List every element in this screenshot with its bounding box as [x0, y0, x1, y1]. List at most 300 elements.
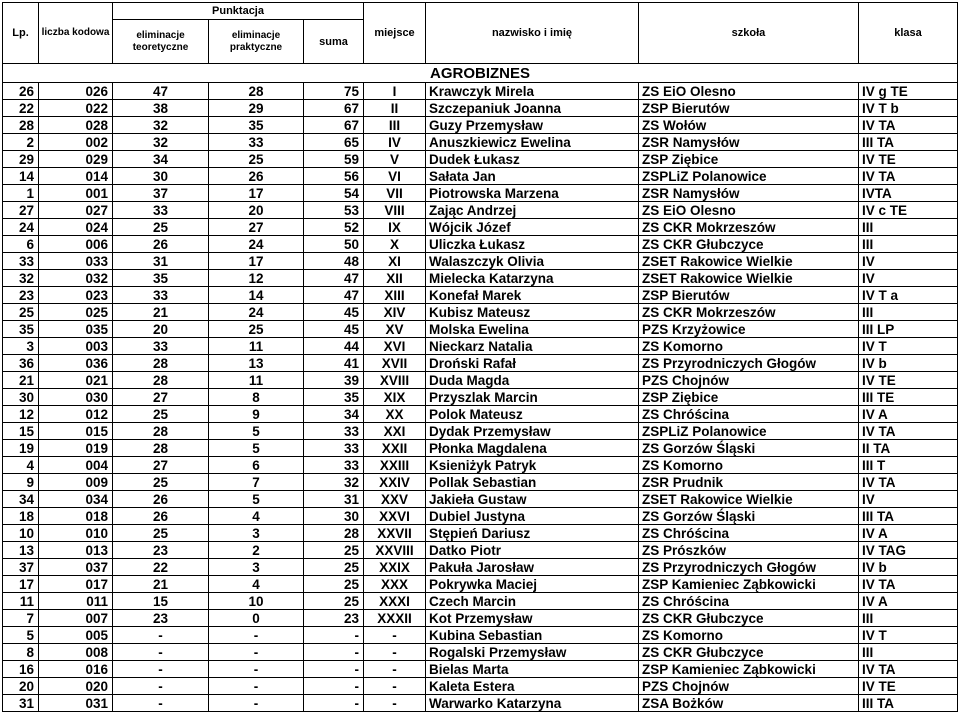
cell-sum: 47: [304, 270, 364, 287]
table-row: [3, 661, 958, 678]
cell-code: 004: [39, 457, 113, 474]
col-header-sum: suma: [304, 20, 364, 64]
cell-name: Anuszkiewicz Ewelina: [426, 134, 639, 151]
cell-practice: 5: [209, 491, 304, 508]
cell-code: 037: [39, 559, 113, 576]
cell-name: Krawczyk Mirela: [426, 83, 639, 100]
cell-lp: 15: [3, 423, 39, 440]
cell-class: IV TE: [859, 678, 958, 695]
table-row: [3, 423, 958, 440]
cell-name: Kaleta Estera: [426, 678, 639, 695]
cell-theory: 15: [113, 593, 209, 610]
cell-place: XXIII: [364, 457, 426, 474]
cell-place: XXVII: [364, 525, 426, 542]
cell-class: III T: [859, 457, 958, 474]
table-row: [3, 576, 958, 593]
cell-place: IV: [364, 134, 426, 151]
cell-class: IV TA: [859, 168, 958, 185]
cell-practice: 24: [209, 236, 304, 253]
table-row: [3, 270, 958, 287]
cell-sum: 44: [304, 338, 364, 355]
cell-name: Stępień Dariusz: [426, 525, 639, 542]
cell-lp: 10: [3, 525, 39, 542]
cell-class: IV A: [859, 406, 958, 423]
cell-lp: 19: [3, 440, 39, 457]
cell-lp: 36: [3, 355, 39, 372]
cell-practice: 24: [209, 304, 304, 321]
cell-school: ZS CKR Głubczyce: [639, 236, 859, 253]
cell-name: Walaszczyk Olivia: [426, 253, 639, 270]
cell-lp: 28: [3, 117, 39, 134]
cell-theory: 26: [113, 236, 209, 253]
cell-practice: 2: [209, 542, 304, 559]
cell-name: Piotrowska Marzena: [426, 185, 639, 202]
cell-school: ZS EiO Olesno: [639, 83, 859, 100]
cell-theory: 28: [113, 423, 209, 440]
table-row: [3, 627, 958, 644]
cell-school: ZSR Namysłów: [639, 134, 859, 151]
table-row: [3, 83, 958, 100]
cell-theory: 25: [113, 474, 209, 491]
cell-school: ZS Chróścina: [639, 406, 859, 423]
cell-class: IV TA: [859, 474, 958, 491]
table-row: [3, 168, 958, 185]
cell-code: 005: [39, 627, 113, 644]
cell-sum: 59: [304, 151, 364, 168]
cell-school: ZS CKR Mokrzeszów: [639, 304, 859, 321]
cell-name: Płonka Magdalena: [426, 440, 639, 457]
cell-practice: 10: [209, 593, 304, 610]
col-header-practice: eliminacje praktyczne: [209, 20, 304, 64]
cell-place: -: [364, 661, 426, 678]
cell-theory: 32: [113, 134, 209, 151]
cell-school: ZSP Kamieniec Ząbkowicki: [639, 576, 859, 593]
table-row: [3, 610, 958, 627]
cell-lp: 6: [3, 236, 39, 253]
cell-school: ZS CKR Głubczyce: [639, 644, 859, 661]
cell-school: ZSP Bierutów: [639, 100, 859, 117]
cell-lp: 29: [3, 151, 39, 168]
cell-name: Dudek Łukasz: [426, 151, 639, 168]
cell-practice: 28: [209, 83, 304, 100]
cell-practice: 20: [209, 202, 304, 219]
col-header-points-group: Punktacja: [113, 3, 364, 20]
cell-class: III: [859, 236, 958, 253]
cell-sum: 45: [304, 304, 364, 321]
cell-class: IV: [859, 491, 958, 508]
cell-school: PZS Chojnów: [639, 372, 859, 389]
table-row: [3, 406, 958, 423]
cell-name: Mielecka Katarzyna: [426, 270, 639, 287]
cell-class: IV TE: [859, 151, 958, 168]
cell-theory: 35: [113, 270, 209, 287]
table-row: [3, 321, 958, 338]
cell-lp: 11: [3, 593, 39, 610]
cell-code: 013: [39, 542, 113, 559]
cell-lp: 20: [3, 678, 39, 695]
table-header: [3, 3, 958, 64]
cell-class: III TA: [859, 134, 958, 151]
cell-theory: 27: [113, 457, 209, 474]
cell-theory: 34: [113, 151, 209, 168]
cell-lp: 32: [3, 270, 39, 287]
table-row: [3, 593, 958, 610]
cell-sum: 67: [304, 117, 364, 134]
cell-theory: -: [113, 661, 209, 678]
cell-lp: 17: [3, 576, 39, 593]
cell-code: 001: [39, 185, 113, 202]
cell-name: Szczepaniuk Joanna: [426, 100, 639, 117]
cell-lp: 34: [3, 491, 39, 508]
cell-sum: 53: [304, 202, 364, 219]
cell-school: PZS Chojnów: [639, 678, 859, 695]
col-header-class: klasa: [859, 3, 958, 64]
cell-lp: 9: [3, 474, 39, 491]
cell-practice: 5: [209, 423, 304, 440]
cell-place: XII: [364, 270, 426, 287]
cell-lp: 13: [3, 542, 39, 559]
cell-sum: 39: [304, 372, 364, 389]
cell-name: Bielas Marta: [426, 661, 639, 678]
col-header-name: nazwisko i imię: [426, 3, 639, 64]
col-header-code: liczba kodowa: [39, 3, 113, 64]
cell-code: 018: [39, 508, 113, 525]
cell-school: ZS Chróścina: [639, 525, 859, 542]
cell-theory: 28: [113, 355, 209, 372]
cell-school: ZSR Prudnik: [639, 474, 859, 491]
cell-class: III: [859, 304, 958, 321]
cell-theory: 21: [113, 304, 209, 321]
cell-sum: 23: [304, 610, 364, 627]
cell-sum: 31: [304, 491, 364, 508]
col-header-school: szkoła: [639, 3, 859, 64]
cell-school: ZS Gorzów Śląski: [639, 508, 859, 525]
cell-place: XXVI: [364, 508, 426, 525]
cell-lp: 1: [3, 185, 39, 202]
cell-place: -: [364, 627, 426, 644]
cell-lp: 33: [3, 253, 39, 270]
cell-class: III: [859, 219, 958, 236]
cell-place: XVIII: [364, 372, 426, 389]
cell-place: XV: [364, 321, 426, 338]
cell-class: IV b: [859, 559, 958, 576]
cell-lp: 22: [3, 100, 39, 117]
table-row: [3, 508, 958, 525]
cell-code: 030: [39, 389, 113, 406]
cell-school: ZS Komorno: [639, 457, 859, 474]
cell-place: XXIV: [364, 474, 426, 491]
cell-sum: -: [304, 661, 364, 678]
cell-place: XXVIII: [364, 542, 426, 559]
cell-school: ZSET Rakowice Wielkie: [639, 253, 859, 270]
cell-class: IV T a: [859, 287, 958, 304]
cell-place: X: [364, 236, 426, 253]
cell-place: XXXII: [364, 610, 426, 627]
table-row: [3, 525, 958, 542]
cell-practice: -: [209, 644, 304, 661]
cell-place: VI: [364, 168, 426, 185]
cell-class: IV g TE: [859, 83, 958, 100]
table-row: [3, 338, 958, 355]
cell-code: 033: [39, 253, 113, 270]
cell-code: 029: [39, 151, 113, 168]
table-body: [3, 83, 958, 712]
cell-code: 006: [39, 236, 113, 253]
cell-sum: 67: [304, 100, 364, 117]
cell-practice: 27: [209, 219, 304, 236]
cell-sum: 54: [304, 185, 364, 202]
cell-theory: 23: [113, 610, 209, 627]
cell-name: Duda Magda: [426, 372, 639, 389]
cell-place: -: [364, 678, 426, 695]
cell-place: VIII: [364, 202, 426, 219]
cell-practice: 13: [209, 355, 304, 372]
cell-code: 031: [39, 695, 113, 712]
cell-code: 035: [39, 321, 113, 338]
cell-theory: 33: [113, 202, 209, 219]
table-row: [3, 440, 958, 457]
cell-practice: 7: [209, 474, 304, 491]
cell-school: ZSP Ziębice: [639, 151, 859, 168]
cell-class: IVTA: [859, 185, 958, 202]
cell-practice: 11: [209, 372, 304, 389]
cell-code: 026: [39, 83, 113, 100]
cell-name: Kubisz Mateusz: [426, 304, 639, 321]
cell-code: 009: [39, 474, 113, 491]
cell-lp: 23: [3, 287, 39, 304]
table-row: [3, 542, 958, 559]
cell-lp: 12: [3, 406, 39, 423]
cell-code: 019: [39, 440, 113, 457]
table-row: [3, 253, 958, 270]
cell-theory: 22: [113, 559, 209, 576]
cell-name: Datko Piotr: [426, 542, 639, 559]
cell-theory: 38: [113, 100, 209, 117]
cell-code: 011: [39, 593, 113, 610]
table-row: [3, 134, 958, 151]
cell-name: Guzy Przemysław: [426, 117, 639, 134]
cell-class: IV TA: [859, 117, 958, 134]
cell-name: Zając Andrzej: [426, 202, 639, 219]
cell-place: XXX: [364, 576, 426, 593]
table-row: [3, 678, 958, 695]
cell-class: III: [859, 644, 958, 661]
cell-class: III TE: [859, 389, 958, 406]
cell-code: 002: [39, 134, 113, 151]
cell-place: XVII: [364, 355, 426, 372]
cell-theory: 25: [113, 525, 209, 542]
cell-class: III TA: [859, 508, 958, 525]
cell-place: -: [364, 695, 426, 712]
cell-lp: 14: [3, 168, 39, 185]
table-row: [3, 117, 958, 134]
cell-practice: 25: [209, 151, 304, 168]
cell-theory: -: [113, 695, 209, 712]
table-row: [3, 695, 958, 712]
cell-school: ZS EiO Olesno: [639, 202, 859, 219]
cell-place: XI: [364, 253, 426, 270]
cell-theory: -: [113, 644, 209, 661]
cell-practice: 12: [209, 270, 304, 287]
cell-practice: 3: [209, 559, 304, 576]
cell-place: V: [364, 151, 426, 168]
cell-school: ZSET Rakowice Wielkie: [639, 491, 859, 508]
cell-sum: 28: [304, 525, 364, 542]
cell-practice: 29: [209, 100, 304, 117]
cell-practice: 9: [209, 406, 304, 423]
cell-sum: 45: [304, 321, 364, 338]
table-row: [3, 491, 958, 508]
cell-lp: 26: [3, 83, 39, 100]
cell-code: 036: [39, 355, 113, 372]
table-row: [3, 219, 958, 236]
cell-lp: 25: [3, 304, 39, 321]
cell-class: IV T: [859, 338, 958, 355]
cell-class: III LP: [859, 321, 958, 338]
cell-theory: 26: [113, 491, 209, 508]
cell-name: Droński Rafał: [426, 355, 639, 372]
table-row: [3, 236, 958, 253]
cell-theory: -: [113, 627, 209, 644]
table-row: [3, 559, 958, 576]
cell-class: IV b: [859, 355, 958, 372]
cell-name: Pollak Sebastian: [426, 474, 639, 491]
cell-class: IV TAG: [859, 542, 958, 559]
cell-name: Warwarko Katarzyna: [426, 695, 639, 712]
cell-name: Ksieniżyk Patryk: [426, 457, 639, 474]
cell-name: Molska Ewelina: [426, 321, 639, 338]
cell-theory: 27: [113, 389, 209, 406]
cell-code: 010: [39, 525, 113, 542]
cell-code: 034: [39, 491, 113, 508]
cell-school: ZSA Bożków: [639, 695, 859, 712]
cell-theory: 33: [113, 287, 209, 304]
cell-lp: 4: [3, 457, 39, 474]
cell-class: IV TA: [859, 423, 958, 440]
cell-class: IV TA: [859, 576, 958, 593]
cell-place: -: [364, 644, 426, 661]
cell-place: XXXI: [364, 593, 426, 610]
table-row: [3, 304, 958, 321]
cell-place: XVI: [364, 338, 426, 355]
cell-code: 014: [39, 168, 113, 185]
cell-place: XIV: [364, 304, 426, 321]
table-row: [3, 202, 958, 219]
cell-school: ZS Gorzów Śląski: [639, 440, 859, 457]
cell-practice: -: [209, 661, 304, 678]
cell-practice: -: [209, 627, 304, 644]
cell-theory: 30: [113, 168, 209, 185]
cell-class: II TA: [859, 440, 958, 457]
cell-name: Konefał Marek: [426, 287, 639, 304]
cell-place: XXII: [364, 440, 426, 457]
cell-class: IV A: [859, 525, 958, 542]
cell-sum: -: [304, 644, 364, 661]
cell-theory: 23: [113, 542, 209, 559]
cell-practice: 25: [209, 321, 304, 338]
cell-lp: 37: [3, 559, 39, 576]
cell-school: ZS Wołów: [639, 117, 859, 134]
cell-sum: 30: [304, 508, 364, 525]
col-header-theory: eliminacje teoretyczne: [113, 20, 209, 64]
cell-sum: 25: [304, 559, 364, 576]
cell-practice: 4: [209, 508, 304, 525]
cell-school: ZSET Rakowice Wielkie: [639, 270, 859, 287]
cell-practice: 5: [209, 440, 304, 457]
table-row: [3, 151, 958, 168]
cell-code: 025: [39, 304, 113, 321]
cell-place: XXI: [364, 423, 426, 440]
cell-lp: 5: [3, 627, 39, 644]
cell-name: Jakieła Gustaw: [426, 491, 639, 508]
cell-code: 028: [39, 117, 113, 134]
table-row: [3, 287, 958, 304]
cell-class: III: [859, 610, 958, 627]
cell-name: Uliczka Łukasz: [426, 236, 639, 253]
cell-place: XX: [364, 406, 426, 423]
cell-name: Dydak Przemysław: [426, 423, 639, 440]
cell-name: Kot Przemysław: [426, 610, 639, 627]
cell-school: PZS Krzyżowice: [639, 321, 859, 338]
cell-code: 008: [39, 644, 113, 661]
table-row: [3, 389, 958, 406]
cell-practice: 14: [209, 287, 304, 304]
cell-sum: 52: [304, 219, 364, 236]
cell-code: 017: [39, 576, 113, 593]
cell-place: XXIX: [364, 559, 426, 576]
cell-theory: 21: [113, 576, 209, 593]
cell-theory: 20: [113, 321, 209, 338]
cell-practice: 4: [209, 576, 304, 593]
cell-sum: 32: [304, 474, 364, 491]
cell-practice: 17: [209, 185, 304, 202]
cell-name: Pakuła Jarosław: [426, 559, 639, 576]
cell-name: Nieckarz Natalia: [426, 338, 639, 355]
cell-place: XXV: [364, 491, 426, 508]
cell-lp: 21: [3, 372, 39, 389]
cell-lp: 18: [3, 508, 39, 525]
cell-name: Pokrywka Maciej: [426, 576, 639, 593]
table-row: [3, 457, 958, 474]
cell-place: XIII: [364, 287, 426, 304]
cell-theory: 31: [113, 253, 209, 270]
cell-lp: 31: [3, 695, 39, 712]
cell-place: I: [364, 83, 426, 100]
table-row: [3, 644, 958, 661]
cell-school: ZSPLiZ Polanowice: [639, 423, 859, 440]
cell-practice: 35: [209, 117, 304, 134]
cell-school: ZS Komorno: [639, 627, 859, 644]
cell-code: 015: [39, 423, 113, 440]
cell-school: ZSP Bierutów: [639, 287, 859, 304]
cell-school: ZSP Kamieniec Ząbkowicki: [639, 661, 859, 678]
cell-class: IV A: [859, 593, 958, 610]
col-header-place: miejsce: [364, 3, 426, 64]
cell-school: ZS CKR Głubczyce: [639, 610, 859, 627]
cell-theory: 28: [113, 372, 209, 389]
cell-theory: 25: [113, 406, 209, 423]
cell-practice: 26: [209, 168, 304, 185]
cell-place: II: [364, 100, 426, 117]
cell-sum: 48: [304, 253, 364, 270]
cell-name: Przyszlak Marcin: [426, 389, 639, 406]
cell-sum: 35: [304, 389, 364, 406]
cell-lp: 35: [3, 321, 39, 338]
cell-code: 012: [39, 406, 113, 423]
cell-sum: -: [304, 627, 364, 644]
cell-practice: 8: [209, 389, 304, 406]
cell-code: 032: [39, 270, 113, 287]
